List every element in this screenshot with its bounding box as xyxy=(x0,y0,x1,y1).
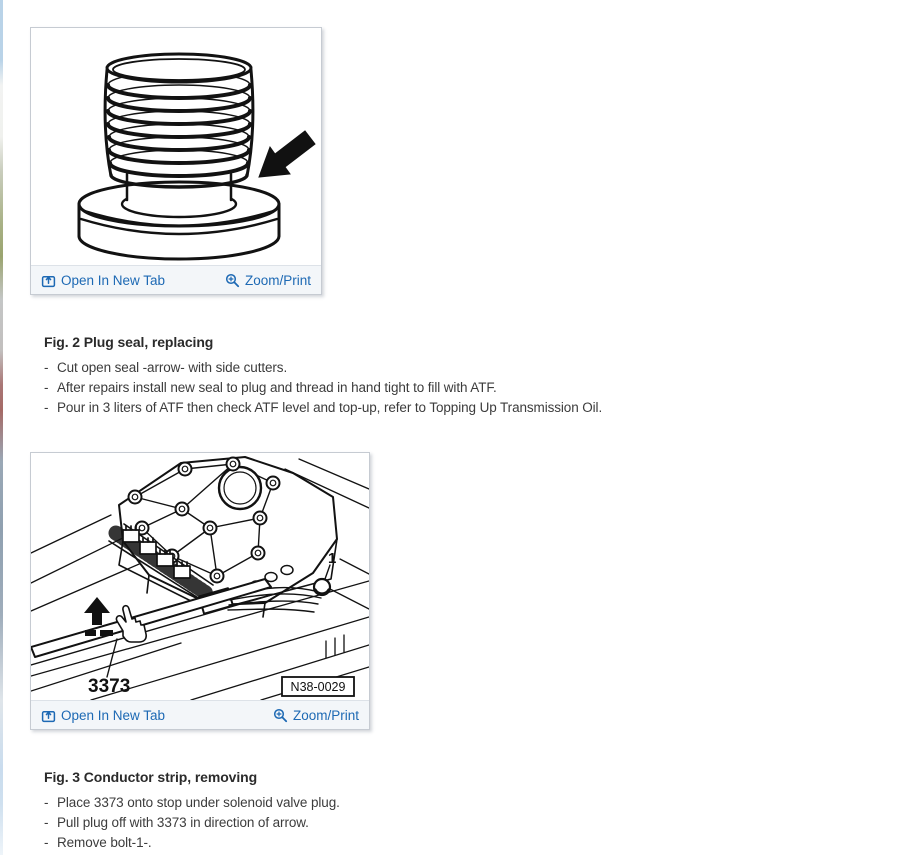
drawing-ref-label: N38-0029 xyxy=(290,680,346,694)
plug-seal-drawing xyxy=(31,28,321,265)
zoom-print-link[interactable] xyxy=(225,273,311,288)
figure-3-caption-block xyxy=(44,769,744,853)
open-in-new-tab-link[interactable] xyxy=(41,273,165,288)
step-text: After repairs install new seal to plug and thread in hand tight to fill with ATF. xyxy=(57,380,497,395)
magnifier-plus-icon xyxy=(273,708,288,723)
figure-3-card xyxy=(30,452,370,730)
figure-2-toolbar xyxy=(31,265,321,294)
open-in-new-tab-link[interactable] xyxy=(41,708,165,723)
bullet-marker: - xyxy=(44,380,49,395)
figure-3-toolbar xyxy=(31,700,369,729)
left-edge-artifact xyxy=(0,0,3,855)
bullet-marker: - xyxy=(44,795,49,810)
step-item xyxy=(44,358,744,378)
open-in-new-tab-icon xyxy=(41,708,56,723)
figure-2-caption: Fig. 2 Plug seal, replacing xyxy=(44,334,214,350)
zoom-print-label: Zoom/Print xyxy=(292,707,359,723)
step-item xyxy=(44,793,744,813)
plug-seal-figure-image xyxy=(31,28,321,265)
conductor-strip-drawing xyxy=(31,453,369,700)
bullet-marker: - xyxy=(44,835,49,850)
step-text: Place 3373 onto stop under solenoid valve plug. xyxy=(57,795,340,810)
step-text: Remove bolt-1-. xyxy=(57,835,152,850)
bolt-callout-label: 1 xyxy=(328,550,337,567)
step-item xyxy=(44,833,744,853)
step-text: Pull plug off with 3373 in direction of arrow. xyxy=(57,815,309,830)
zoom-print-link[interactable] xyxy=(273,708,359,723)
bullet-marker: - xyxy=(44,815,49,830)
zoom-print-label: Zoom/Print xyxy=(244,272,311,288)
bullet-marker: - xyxy=(44,400,49,415)
step-item xyxy=(44,398,744,418)
figure-2-caption-block xyxy=(44,334,744,418)
figure-2-card xyxy=(30,27,322,295)
open-in-new-tab-icon xyxy=(41,273,56,288)
arrow-annotation xyxy=(259,131,315,177)
open-in-new-tab-label: Open In New Tab xyxy=(61,272,166,288)
figure-3-caption: Fig. 3 Conductor strip, removing xyxy=(44,769,258,785)
bullet-marker: - xyxy=(44,360,49,375)
step-item xyxy=(44,378,744,398)
step-item xyxy=(44,813,744,833)
step-text: Pour in 3 liters of ATF then check ATF level and top-up, refer to Topping Up Transmission Oil. xyxy=(57,400,603,415)
step-text: Cut open seal -arrow- with side cutters. xyxy=(57,360,288,375)
tool-number-label: 3373 xyxy=(88,676,131,697)
magnifier-plus-icon xyxy=(225,273,240,288)
open-in-new-tab-label: Open In New Tab xyxy=(61,707,166,723)
conductor-strip-figure-image xyxy=(31,453,369,700)
drawing-ref-box xyxy=(282,677,354,696)
